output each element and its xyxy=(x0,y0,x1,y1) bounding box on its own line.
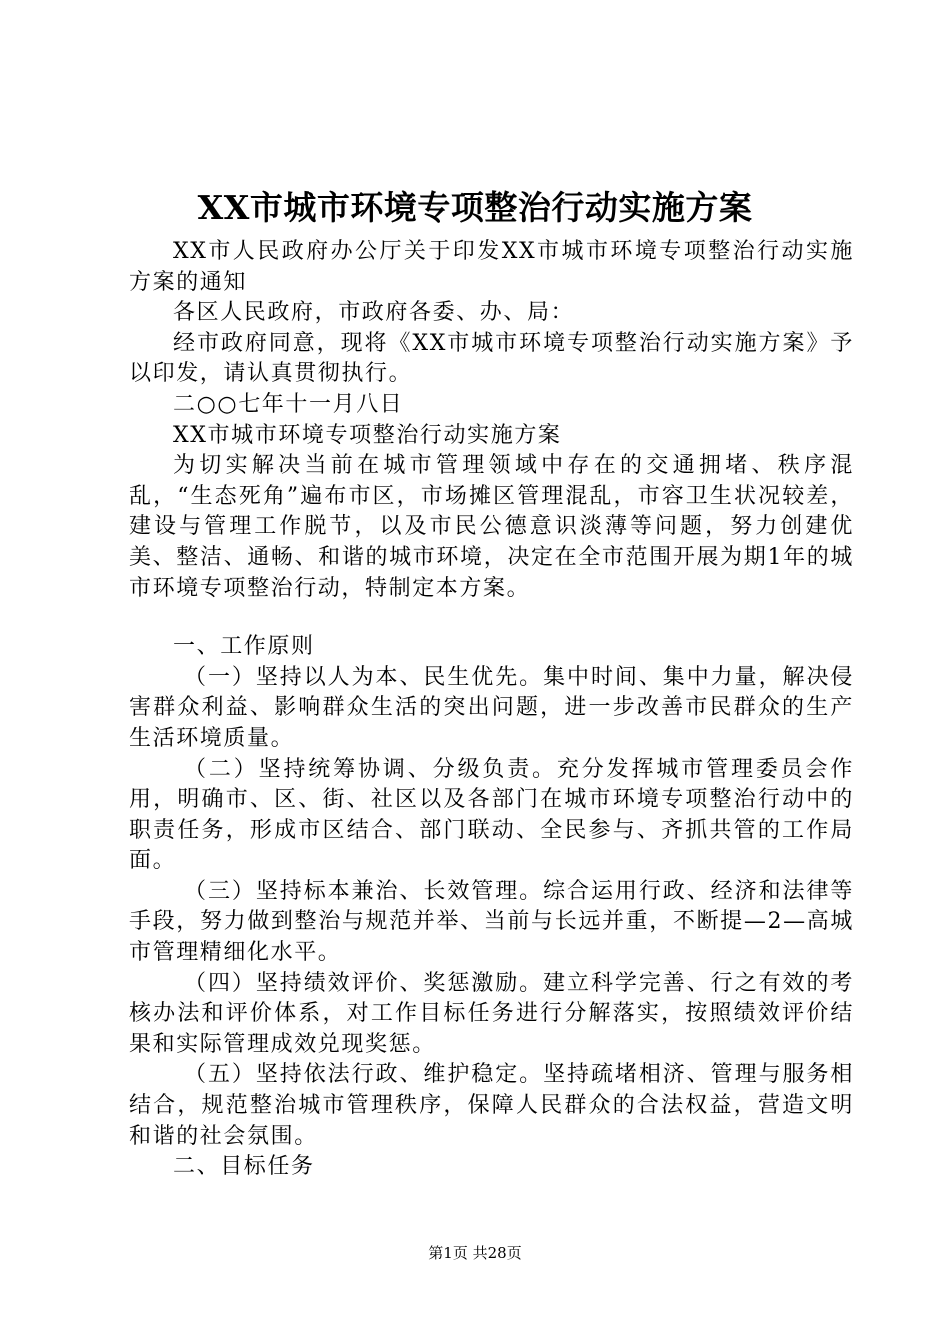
section-heading-targets: 二、目标任务 xyxy=(173,1154,315,1180)
notice-heading: XX市人民政府办公厅关于印发XX市城市环境专项整治行动实施方案的通知 xyxy=(129,239,854,295)
plan-title: XX市城市环境专项整治行动实施方案 xyxy=(173,422,562,448)
principle-item-1: （一）坚持以人为本、民生优先。集中时间、集中力量，解决侵害群众利益、影响群众生活的突出问题，进一步改善市民群众的生产生活环境质量。 xyxy=(129,664,854,751)
document-title: XX市城市环境专项整治行动实施方案 xyxy=(197,188,753,227)
principle-item-3: （三）坚持标本兼治、长效管理。综合运用行政、经济和法律等手段，努力做到整治与规范并举、当前与长远并重，不断提—2—高城市管理精细化水平。 xyxy=(129,878,854,966)
intro-paragraph: 为切实解决当前在城市管理领域中存在的交通拥堵、秩序混乱，“生态死角”遍布市区，市场摊区管理混乱，市容卫生状况较差，建设与管理工作脱节，以及市民公德意识淡薄等问题，努力创建优美、整洁、通畅、和谐的城市环境，决定在全市范围开展为期1年的城市环境专项整治行动，特制定本方案。 xyxy=(129,453,854,601)
section-heading-principles: 一、工作原则 xyxy=(173,634,315,660)
document-body xyxy=(129,237,854,1183)
principle-item-5: （五）坚持依法行政、维护稳定。坚持疏堵相济、管理与服务相结合，规范整治城市管理秩序，保障人民群众的合法权益，营造文明和谐的社会氛围。 xyxy=(129,1062,854,1149)
principle-item-2: （二）坚持统筹协调、分级负责。充分发挥城市管理委员会作用，明确市、区、街、社区以及各部门在城市环境专项整治行动中的职责任务，形成市区结合、部门联动、全民参与、齐抓共管的工作局面。 xyxy=(129,756,854,874)
notice-body: 经市政府同意，现将《XX市城市环境专项整治行动实施方案》予以印发，请认真贯彻执行。 xyxy=(129,330,854,387)
notice-date: 二○○七年十一月八日 xyxy=(173,391,404,417)
principle-item-4: （四）坚持绩效评价、奖惩激励。建立科学完善、行之有效的考核办法和评价体系，对工作目标任务进行分解落实，按照绩效评价结果和实际管理成效兑现奖惩。 xyxy=(129,970,854,1057)
paragraph-gap xyxy=(129,604,854,632)
page-footer: 第1页 共28页 xyxy=(428,1244,522,1262)
addressee: 各区人民政府，市政府各委、办、局： xyxy=(173,300,575,326)
